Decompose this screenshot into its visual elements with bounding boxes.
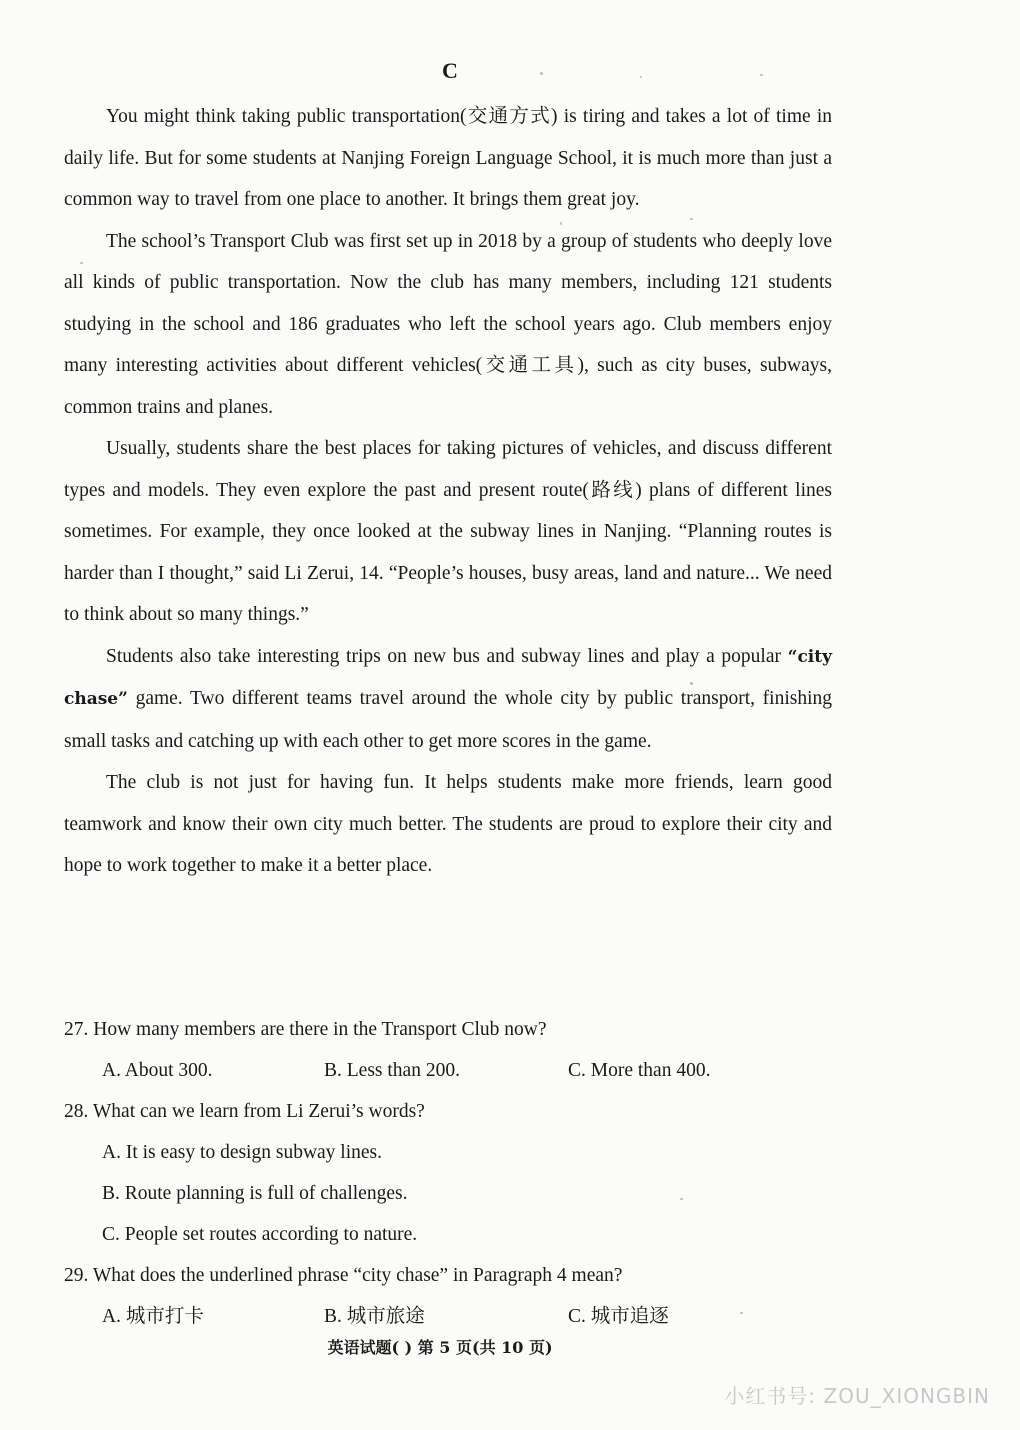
watermark: 小红书号: ZOU_XIONGBIN xyxy=(724,1384,990,1408)
question-29-stem-start: 29. What does the xyxy=(64,1265,210,1286)
paragraph-4-start: Students also take interesting trips on new bus and subway lines and play a popular xyxy=(106,645,788,667)
question-28-stem: 28. What can we learn from Li Zerui’s words? xyxy=(64,1101,425,1122)
question-29-stem-end: phrase “city chase” in Paragraph 4 mean? xyxy=(292,1265,623,1286)
option-27-b: B. Less than 200. xyxy=(324,1060,460,1081)
question-27-stem: 27. How many members are there in the Transport Club now? xyxy=(64,1019,547,1040)
reading-passage xyxy=(64,96,832,887)
option-29-c: C. 城市追逐 xyxy=(568,1306,669,1327)
section-heading: C xyxy=(442,58,458,83)
option-27-a: A. About 300. xyxy=(102,1060,213,1081)
paragraph-2: The school’s Transport Club was first set up in 2018 by a group of students who deeply love all kinds of public transportation. Now the club has many members, including 121 students studying in the school and 186 graduates who left the school years ago. Club members enjoy many interesting activities about different vehicles(交通工具), such as city buses, subways, common trains and planes. xyxy=(64,230,832,418)
option-28-a: A. It is easy to design subway lines. xyxy=(102,1142,383,1163)
question-29-options xyxy=(64,1296,864,1337)
scan-speck xyxy=(760,74,763,76)
paragraph-3: Usually, students share the best places for taking pictures of vehicles, and discuss different types and models. They even explore the past and present route(路线) plans of different lines sometimes. For example, they once looked at the subway lines in Nanjing. “Planning routes is harder than I thought,” said Li Zerui, 14. “People’s houses, busy areas, land and nature... We need to think about so many things.” xyxy=(64,438,832,625)
scan-speck xyxy=(80,262,83,264)
scan-speck xyxy=(640,76,642,78)
option-28-c: C. People set routes according to nature. xyxy=(102,1224,418,1245)
question-28-options xyxy=(64,1132,864,1255)
question-27 xyxy=(64,1009,864,1091)
question-29 xyxy=(64,1255,864,1337)
question-28 xyxy=(64,1091,864,1255)
option-28-b: B. Route planning is full of challenges. xyxy=(102,1183,408,1204)
option-27-c: C. More than 400. xyxy=(568,1060,711,1081)
scan-speck xyxy=(690,218,693,220)
question-27-options xyxy=(64,1050,864,1091)
scan-speck xyxy=(690,682,693,685)
page-footer: 英语试题( ) 第 5 页(共 10 页) xyxy=(327,1338,553,1357)
paragraph-5: The club is not just for having fun. It helps students make more friends, learn good teamwork and know their own city much better. The students are proud to explore their city and hope to work together to make it a better place. xyxy=(64,772,832,876)
question-list xyxy=(64,1009,864,1337)
scan-speck xyxy=(540,72,543,75)
paragraph-1: You might think taking public transportation(交通方式) is tiring and takes a lot of time in daily life. But for some students at Nanjing Foreign Language School, it is much more than just a common way to travel from one place to another. It brings them great joy. xyxy=(64,106,832,210)
option-29-b: B. 城市旅途 xyxy=(324,1306,425,1327)
paragraph-4 xyxy=(64,636,832,763)
city-chase-term: “city chase” xyxy=(64,646,832,709)
paragraph-4-end: game. Two different teams travel around the whole city by public transport, finishing small tasks and catching up with each other to get more scores in the game. xyxy=(64,688,832,752)
scan-speck xyxy=(560,222,562,225)
scan-speck xyxy=(740,1312,743,1314)
scan-speck xyxy=(680,1198,683,1200)
question-29-stem-underlined: underlined xyxy=(209,1265,293,1286)
option-29-a: A. 城市打卡 xyxy=(102,1306,204,1327)
question-29-stem xyxy=(64,1255,864,1296)
